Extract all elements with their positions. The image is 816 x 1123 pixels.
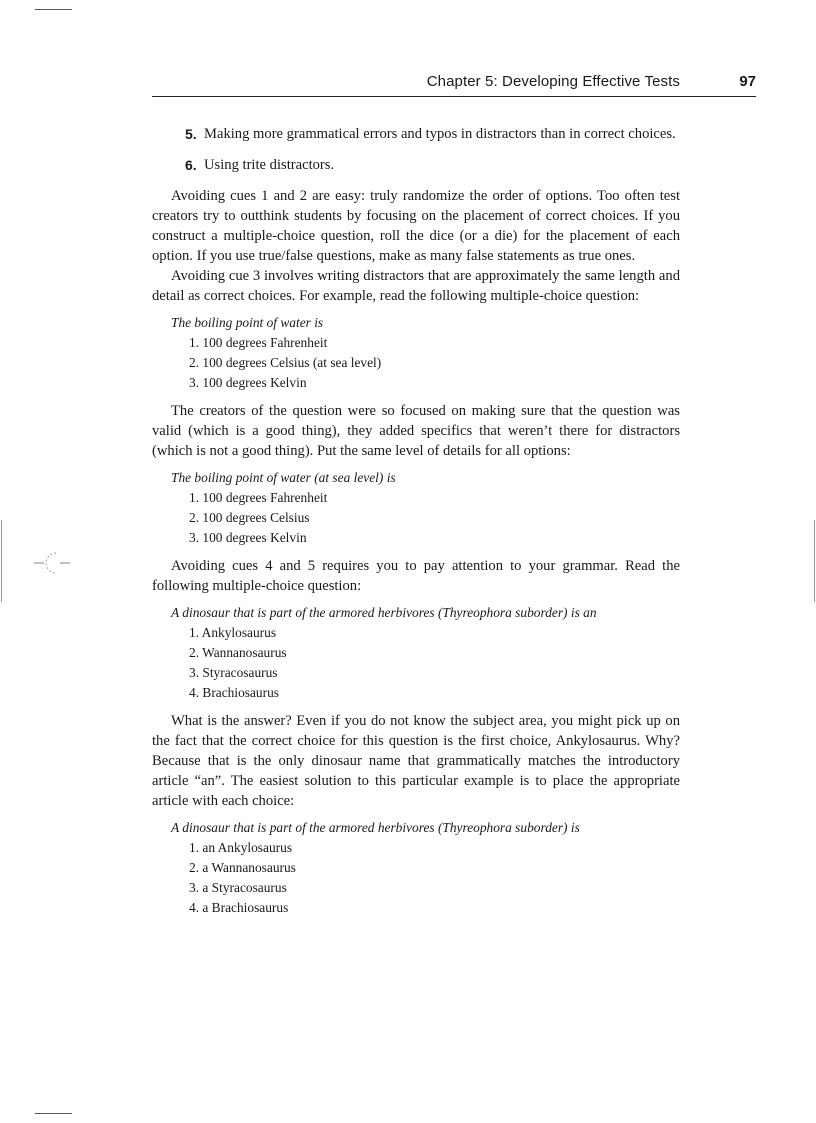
crop-mark-left [1, 520, 2, 602]
answer-option: 2. 100 degrees Celsius (at sea level) [189, 355, 382, 370]
answer-option: 4. Brachiosaurus [189, 685, 279, 700]
answer-option: 3. 100 degrees Kelvin [189, 375, 307, 390]
list-item [152, 155, 680, 175]
answer-option: 1. 100 degrees Fahrenheit [189, 490, 328, 505]
paragraph: Avoiding cue 3 involves writing distractors that are approximately the same length and detail as correct choices. For example, read the following multiple-choice question: [152, 268, 680, 304]
example-question [171, 818, 680, 918]
crop-mark-top [35, 9, 72, 10]
example-question [171, 603, 680, 703]
list-item-number: 6. [185, 157, 197, 173]
numbered-list [152, 124, 680, 175]
paragraph: The creators of the question were so focused on making sure that the question was valid (which is a good thing), they added specifics that weren’t there for distractors (which is not a good thing). Put the same level of details for all options: [152, 403, 680, 459]
page-number: 97 [739, 73, 756, 90]
crop-mark-right [814, 520, 815, 602]
running-header [152, 72, 756, 97]
list-item [152, 124, 680, 144]
registration-mark-icon [28, 549, 74, 577]
example-question [171, 468, 680, 548]
question-stem: The boiling point of water is [171, 315, 324, 330]
answer-option: 1. an Ankylosaurus [189, 840, 293, 855]
question-stem: A dinosaur that is part of the armored herbivores (Thyreophora suborder) is [171, 820, 580, 835]
chapter-title: Chapter 5: Developing Effective Tests [426, 73, 680, 90]
list-item-text: Making more grammatical errors and typos in distractors than in correct choices. [204, 126, 676, 142]
list-item-text: Using trite distractors. [204, 157, 335, 173]
answer-option: 3. a Styracosaurus [189, 880, 287, 895]
list-item-number: 5. [185, 126, 197, 142]
paragraph: Avoiding cues 4 and 5 requires you to pay attention to your grammar. Read the following multiple-choice question: [152, 558, 680, 594]
page-body [152, 124, 680, 926]
answer-option: 2. 100 degrees Celsius [189, 510, 310, 525]
answer-option: 4. a Brachiosaurus [189, 900, 289, 915]
example-question [171, 313, 680, 393]
answer-option: 3. 100 degrees Kelvin [189, 530, 307, 545]
paragraph: What is the answer? Even if you do not know the subject area, you might pick up on the fact that the correct choice for this question is the first choice, Ankylosaurus. Why? Because that is the only dinosaur name that grammatically matches the introductory article “an”. The easiest solution to this particular example is to place the appropriate article with each choice: [152, 713, 680, 809]
paragraph: Avoiding cues 1 and 2 are easy: truly randomize the order of options. Too often test creators try to outthink students by focusing on the placement of correct choices. If you construct a multiple-choice question, roll the dice (or a die) for the placement of each option. If you use true/false questions, make as many false statements as true ones. [152, 188, 680, 264]
answer-option: 1. 100 degrees Fahrenheit [189, 335, 328, 350]
question-stem: The boiling point of water (at sea level) is [171, 470, 396, 485]
crop-mark-bottom [35, 1113, 72, 1114]
answer-option: 3. Styracosaurus [189, 665, 278, 680]
answer-option: 2. Wannanosaurus [189, 645, 287, 660]
question-stem: A dinosaur that is part of the armored herbivores (Thyreophora suborder) is an [171, 605, 597, 620]
answer-option: 2. a Wannanosaurus [189, 860, 296, 875]
answer-option: 1. Ankylosaurus [189, 625, 277, 640]
